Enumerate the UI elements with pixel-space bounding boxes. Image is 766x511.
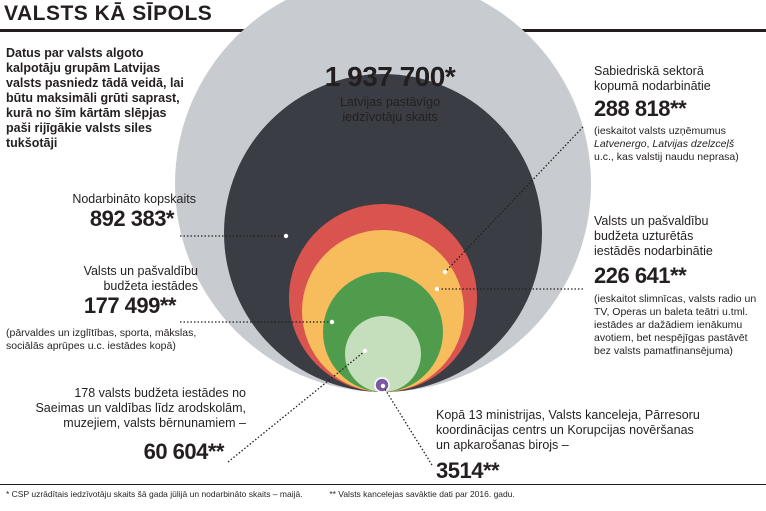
footnotes [6,489,766,499]
public-sector-note-line1: (ieskaitot valsts uzņēmumus [594,125,726,137]
ldz-text: Latvijas dzelzceļš [652,138,735,150]
leader-ministries [383,386,432,465]
leader-budget-funded-dot [435,287,439,291]
leader-state-institutions-dot [363,349,367,353]
footnote-rule [0,484,766,485]
comma-text: , [646,138,653,150]
ministries-label: Kopā 13 ministrijas, Valsts kanceleja, Pārresoru koordinācijas centrs un Korupcijas novēršanas un apkarošanas birojs – [436,408,700,452]
page-title: VALSTS KĀ SĪPOLS [4,2,213,25]
population-block [270,62,510,92]
population-value: 1 937 700* [324,61,456,92]
footnote-population: * CSP uzrādītais iedzīvotāju skaits šā gada jūlijā un nodarbināto skaits – maijā. [6,489,303,499]
budget-funded-note: (ieskaitot slimnīcas, valsts radio un TV, Operas un baleta teātri u.tml. iestādes ar dažādiem ienākumu avotiem, bet nespējīgas pastāvēt bez valsts pamatfinansējuma) [594,293,757,357]
state-institutions-value: 60 604** [143,439,224,464]
public-sector-note [594,125,762,164]
employed-value: 892 383* [89,206,174,231]
intro-text: Datus par valsts algoto kalpotāju grupām Latvijas valsts pasniedz tādā veidā, lai būtu maksimāli grūti saprast, kurā no šīm kārtām slēpjas paši rijīgākie valsts siles tukšotāji [6,46,184,150]
budget-institutions-note: (pārvaldes un izglītības, sporta, mākslas, sociālās aprūpes u.c. iestādes kopā) [6,327,197,352]
public-sector-value: 288 818** [594,96,687,121]
footnote-source: ** Valsts kancelejas savāktie dati par 2016. gadu. [329,489,515,499]
circle-layers [175,0,591,392]
state-institutions-label: 178 valsts budžeta iestādes no Saeimas un valdības līdz arodskolām, muzejiem, valsts bērnunamiem – [35,386,246,430]
budget-funded-value: 226 641** [594,263,687,288]
public-sector-label: Sabiedriskā sektorā kopumā nodarbinātie [594,64,711,93]
population-label: Latvijas pastāvīgo iedzīvotāju skaits [339,95,441,124]
budget-institutions-value: 177 499** [83,293,176,318]
leader-public-sector-dot [443,270,447,274]
employed-label: Nodarbināto kopskaits [72,192,196,206]
leader-budget-institutions-dot [330,320,334,324]
leader-ministries-dot [381,384,385,388]
budget-institutions-label: Valsts un pašvaldību budžeta iestādes [83,264,198,293]
leader-employed-dot [284,234,288,238]
budget-funded-label: Valsts un pašvaldību budžeta uzturētās iestādēs nodarbinātie [594,214,713,258]
public-sector-note-line2 [594,138,762,151]
latvenergo-text: Latvenergo [594,138,647,150]
public-sector-note-line3: u.c., kas valstij naudu neprasa) [594,151,739,163]
ministries-value: 3514** [436,458,500,483]
